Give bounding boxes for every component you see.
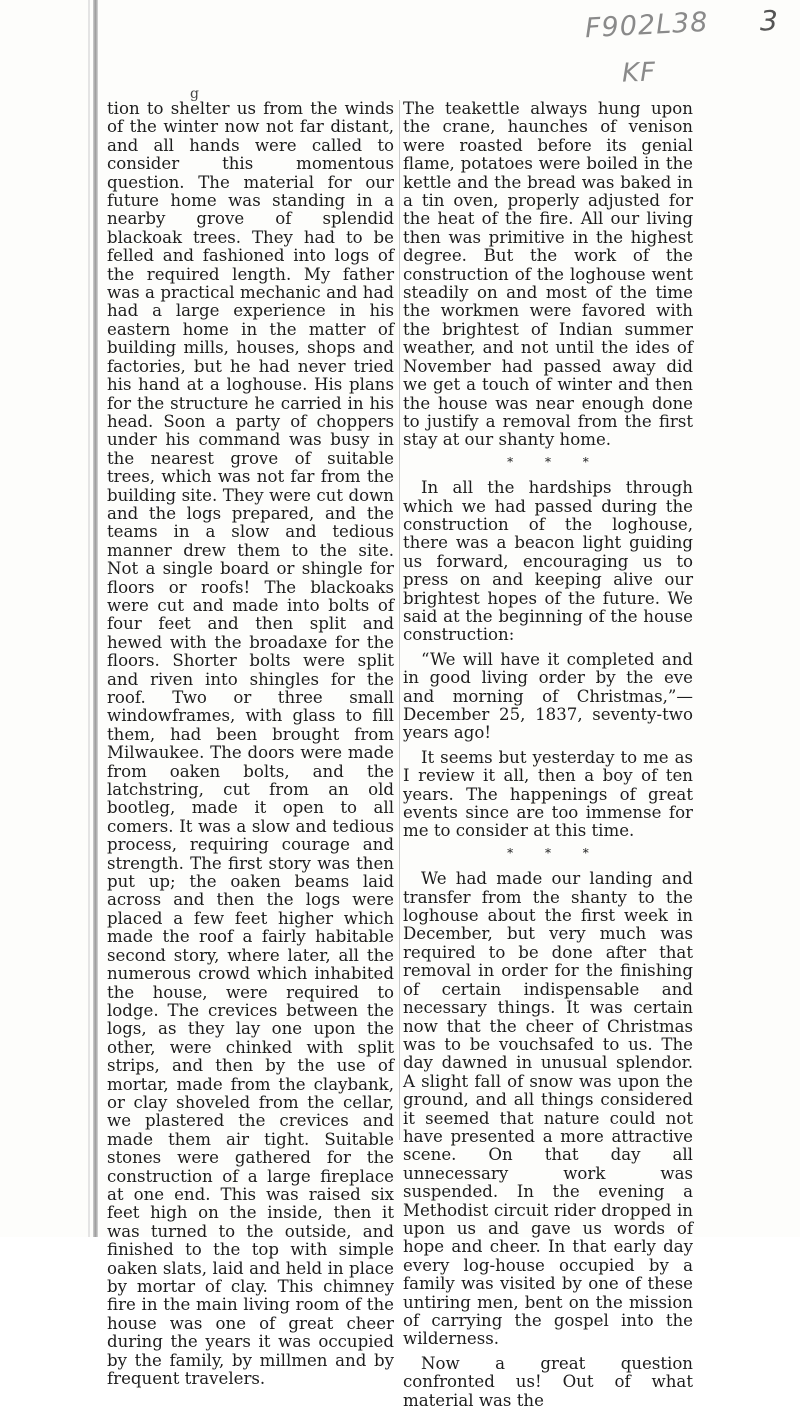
- handwritten-page-number: 3: [760, 4, 779, 37]
- section-separator: * * *: [507, 845, 603, 860]
- right-paragraph-landing: We had made our landing and transfer from the shanty to the loghouse about the first week in December, but very much was required to be done after that removal in order for the finishing of certain indispensable and necessary things. It was certain now that the cheer of Christmas was to be vouchsafed to us. The day dawned in unusual splendor. A slight fall of snow was upon the ground, and all things considered it seemed that nature could not have presented a more attractive scene. On that day all unnecessary work was suspended. In the evening a Methodist circuit rider dropped in upon us and gave us words of hope and cheer. In that early day every log-house occupied by a family was visited by one of these untiring men, bent on the mission of carrying the gospel into the wilderness.: [403, 869, 693, 1349]
- right-paragraph-teakettle: The teakettle always hung upon the crane, haunches of venison were roasted before its genial flame, potatoes were boiled in the kettle and the bread was baked in a tin oven, properly adjusted for the heat of the fire. All our living then was primitive in the highest degree. But the work of the construction of the loghouse went steadily on and most of the time the workmen were favored with the brightest of Indian summer weather, and not until the ides of November had passed away did we get a touch of winter and then the house was near enough done to justify a removal from the first stay at our shanty home.: [403, 99, 693, 450]
- column-divider: [399, 100, 400, 1140]
- handwritten-accession-number: F902L38: [584, 6, 710, 45]
- left-paragraph: tion to shelter us from the winds of the winter now not far distant, and all hands were called to consider this momentous question. The material for our future home was standing in a nearby grove of splendid blackoak trees. They had to be felled and fashioned into logs of the required length. My father was a practical mechanic and had had a large experience in his eastern home in the matter of building mills, houses, shops and factories, but he had never tried his hand at a loghouse. His plans for the structure he carried in his head. Soon a party of choppers under his command was busy in the nearest grove of suitable trees, which was not far from the building site. They were cut down and the logs prepared, and the teams in a slow and tedious manner drew them to the site. Not a single board or shingle for floors or roofs! The blackoaks were cut and made into bolts of four feet and then split and hewed with the broadaxe for the floors. Shorter bolts were split and riven into shingles for the roof. Two or three small windowframes, with glass to fill them, had been brought from Milwaukee. The doors were made from oaken bolts, and the latchstring, cut from an old bootleg, made it open to all comers. It was a slow and tedious process, requiring courage and strength. The first story was then put up; the oaken beams laid across and then the logs were placed a few feet higher which made the roof a fairly habitable second story, where later, all the numerous crowd which inhabited the house, were required to lodge. The crevices between the logs, as they lay one upon the other, were chinked with split strips, and then by the use of mortar, made from the claybank, or clay shoveled from the cellar, we plastered the crevices and made them air tight. Suitable stones were gathered for the construction of a large fireplace at one end. This was raised six feet high on the inside, then it was turned to the outside, and finished to the top with simple oaken slats, laid and held in place by mortar of clay. This chimney fire in the main living room of the house was one of great cheer during the years it was occupied by the family, by millmen and by frequent travelers.: [107, 99, 394, 1389]
- handwritten-initials: KF: [621, 57, 657, 89]
- page-fold: [93, 0, 98, 1237]
- cropped-text-fragment: g: [190, 86, 202, 102]
- right-paragraph-question: Now a great question confronted us! Out of what material was the: [403, 1353, 693, 1410]
- section-separator: * * *: [507, 454, 603, 469]
- page-fold-shadow: [88, 0, 90, 1237]
- right-column: [403, 100, 693, 1410]
- right-paragraph-christmas-quote: “We will have it completed and in good living order by the eve and morning of Christmas,”—December 25, 1837, seventy-two years ago!: [403, 649, 693, 743]
- right-paragraph-hardships: In all the hardships through which we had passed during the construction of the loghouse, there was a beacon light guiding us forward, encouraging us to press on and keeping alive our brightest hopes of the future. We said at the beginning of the house construction:: [403, 478, 693, 645]
- right-paragraph-review: It seems but yesterday to me as I review it all, then a boy of ten years. The happenings of great events since are too immense for me to consider at this time.: [403, 747, 693, 841]
- left-column: [107, 100, 394, 1388]
